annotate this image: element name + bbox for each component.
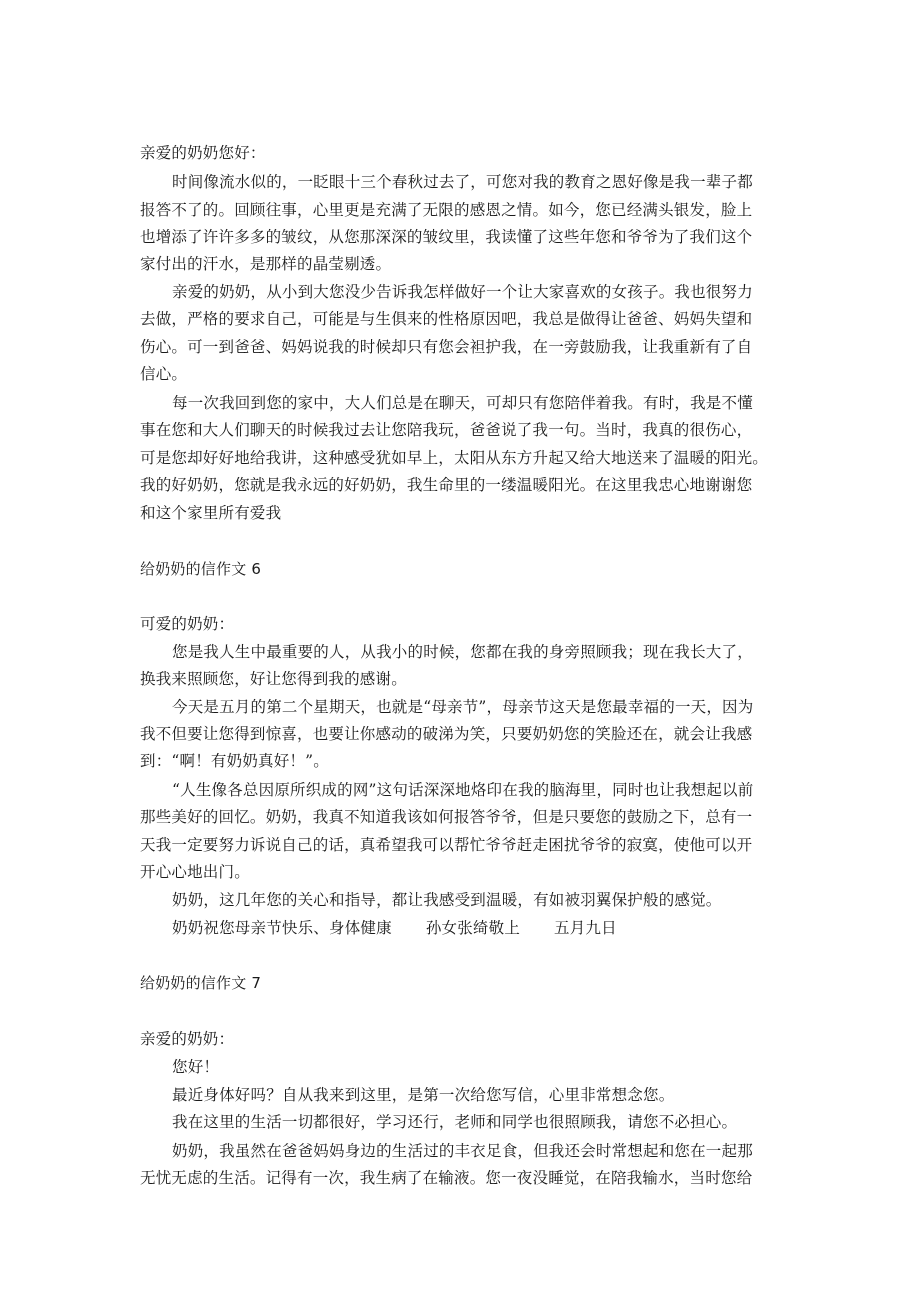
- letter5-line: 事在您和大人们聊天的时候我过去让您陪我玩，爸爸说了我一句。当时，我真的很伤心，: [140, 421, 753, 439]
- letter5-salutation: 亲爱的奶奶您好：: [140, 144, 266, 162]
- letter6-salutation: 可爱的奶奶：: [140, 615, 235, 633]
- letter5-line: 家付出的汗水，是那样的晶莹剔透。: [140, 255, 392, 273]
- letter6-signature: [172, 918, 617, 938]
- letter5-line: 每一次我回到您的家中，大人们总是在聊天，可却只有您陪伴着我。有时，我是不懂: [172, 394, 753, 412]
- letter7-line: 奶奶，我虽然在爸爸妈妈身边的生活过的丰衣足食，但我还会时常想起和您在一起那: [172, 1142, 753, 1160]
- letter5-line: 可是您却好好地给我讲，这种感受犹如早上，太阳从东方升起又给大地送来了温暖的阳光。: [140, 449, 769, 467]
- letter7-line: 无忧无虑的生活。记得有一次，我生病了在输液。您一夜没睡觉，在陪我输水，当时您给: [140, 1169, 753, 1187]
- letter6-line: 您是我人生中最重要的人，从我小的时候，您都在我的身旁照顾我；现在我长大了，: [172, 643, 753, 661]
- section-heading: 给奶奶的信作文 7: [140, 974, 262, 992]
- letter7-line: 您好！: [172, 1058, 220, 1076]
- letter7-line: 我在这里的生活一切都很好，学习还行，老师和同学也很照顾我，请您不必担心。: [172, 1113, 738, 1131]
- letter6-line: 今天是五月的第二个星期天，也就是“母亲节”，母亲节这天是您最幸福的一天，因为: [172, 698, 754, 716]
- signature-wish: 奶奶祝您母亲节快乐、身体健康: [172, 919, 392, 937]
- letter5-line: 伤心。可一到爸爸、妈妈说我的时候却只有您会袒护我，在一旁鼓励我，让我重新有了自: [140, 338, 753, 356]
- letter5-line: 和这个家里所有爱我: [140, 504, 282, 522]
- letter6-line: 到：“啊！有奶奶真好！”。: [140, 752, 329, 770]
- letter7-line: 最近身体好吗？自从我来到这里，是第一次给您写信，心里非常想念您。: [172, 1086, 675, 1104]
- letter6-line: “人生像各总因原所织成的网”这句话深深地烙印在我的脑海里，同时也让我想起以前: [172, 781, 754, 799]
- section-heading: 给奶奶的信作文 6: [140, 560, 262, 578]
- letter5-line: 时间像流水似的，一眨眼十三个春秋过去了，可您对我的教育之恩好像是我一辈子都: [172, 173, 753, 191]
- letter5-line: 也增添了许许多多的皱纹，从您那深深的皱纹里，我读懂了这些年您和爷爷为了我们这个: [140, 228, 753, 246]
- letter6-line: 奶奶，这几年您的关心和指导，都让我感受到温暖，有如被羽翼保护般的感觉。: [172, 891, 722, 909]
- letter5-line: 去做，严格的要求自己，可能是与生俱来的性格原因吧，我总是做得让爸爸、妈妈失望和: [140, 310, 753, 328]
- letter6-line: 开心心地出门。: [140, 863, 250, 881]
- signature-name: 孙女张绮敬上: [425, 919, 521, 937]
- letter5-line: 信心。: [140, 365, 188, 383]
- letter6-line: 天我一定要努力诉说自己的话，真希望我可以帮忙爷爷赶走困扰爷爷的寂寞，使他可以开: [140, 836, 753, 854]
- letter5-line: 我的好奶奶，您就是我永远的好奶奶，我生命里的一缕温暖阳光。在这里我忠心地谢谢您: [140, 476, 753, 494]
- signature-date: 五月九日: [554, 919, 617, 937]
- letter6-line: 换我来照顾您，好让您得到我的感谢。: [140, 670, 407, 688]
- letter6-line: 我不但要让您得到惊喜，也要让你感动的破涕为笑，只要奶奶您的笑脸还在，就会让我感: [140, 725, 753, 743]
- letter5-line: 亲爱的奶奶，从小到大您没少告诉我怎样做好一个让大家喜欢的女孩子。我也很努力: [172, 283, 753, 301]
- letter6-line: 那些美好的回忆。奶奶，我真不知道我该如何报答爷爷，但是只要您的鼓励之下，总有一: [140, 808, 753, 826]
- letter7-salutation: 亲爱的奶奶：: [140, 1030, 235, 1048]
- letter5-line: 报答不了的。回顾往事，心里更是充满了无限的感恩之情。如今，您已经满头银发，脸上: [140, 201, 753, 219]
